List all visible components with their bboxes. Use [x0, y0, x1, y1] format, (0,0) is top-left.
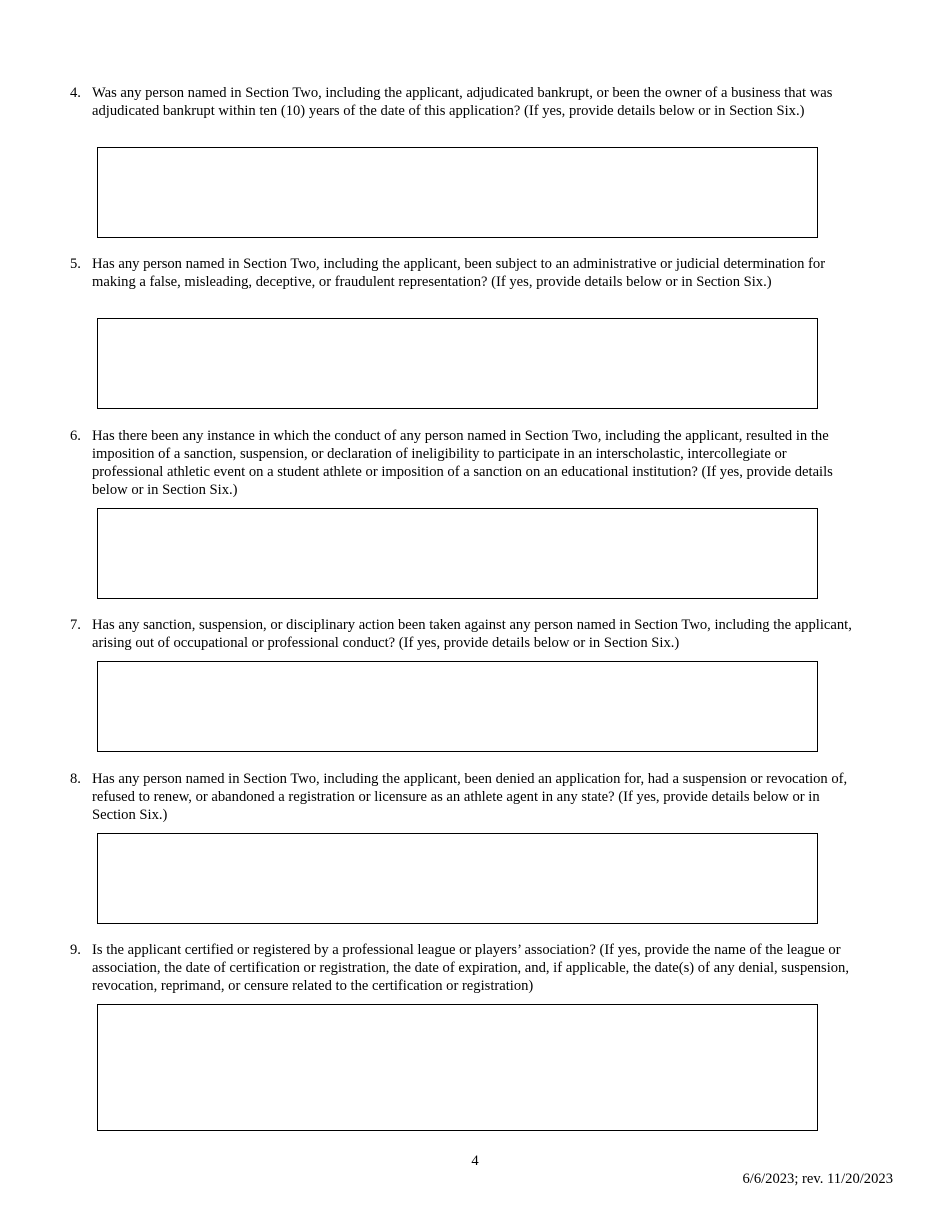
page-number: 4 [471, 1153, 479, 1169]
question-8 [70, 770, 860, 824]
question-7 [70, 616, 860, 652]
question-number: 6. [70, 428, 81, 444]
question-4 [70, 84, 860, 120]
question-number: 5. [70, 256, 81, 272]
revision-date: 6/6/2023; rev. 11/20/2023 [742, 1171, 893, 1187]
question-text: Has there been any instance in which the conduct of any person named in Section Two, including the applicant, resulted in the imposition of a sanction, suspension, or declaration of ineligibility to participate in an interscholastic, intercollegiate or professional athletic event on a student athlete or imposition of a sanction on an educational institution? (If yes, provide details below or in Section Six.) [92, 428, 833, 498]
question-text: Has any person named in Section Two, including the applicant, been denied an application for, had a suspension or revocation of, refused to renew, or abandoned a registration or licensure as an athlete agent in any state? (If yes, provide details below or in Section Six.) [92, 771, 848, 823]
question-6 [70, 427, 860, 499]
answer-box-4[interactable] [97, 147, 818, 238]
question-text: Is the applicant certified or registered by a professional league or players’ association? (If yes, provide the name of the league or association, the date of certification or registration, the date of expiration, and, if applicable, the date(s) of any denial, suspension, revocation, reprimand, or censure related to the certification or registration) [92, 942, 849, 994]
question-number: 9. [70, 942, 81, 958]
question-number: 7. [70, 617, 81, 633]
answer-box-6[interactable] [97, 508, 818, 599]
question-text: Was any person named in Section Two, including the applicant, adjudicated bankrupt, or been the owner of a business that was adjudicated bankrupt within ten (10) years of the date of this application? (If yes, provide details below or in Section Six.) [92, 85, 833, 119]
question-number: 4. [70, 85, 81, 101]
answer-box-9[interactable] [97, 1004, 818, 1131]
question-5 [70, 255, 860, 291]
question-text: Has any person named in Section Two, including the applicant, been subject to an administrative or judicial determination for making a false, misleading, deceptive, or fraudulent representation? (If yes, provide details below or in Section Six.) [92, 256, 826, 290]
answer-box-5[interactable] [97, 318, 818, 409]
question-9 [70, 941, 860, 995]
question-number: 8. [70, 771, 81, 787]
question-text: Has any sanction, suspension, or disciplinary action been taken against any person named in Section Two, including the applicant, arising out of occupational or professional conduct? (If yes, provide details below or in Section Six.) [92, 617, 852, 651]
answer-box-7[interactable] [97, 661, 818, 752]
answer-box-8[interactable] [97, 833, 818, 924]
